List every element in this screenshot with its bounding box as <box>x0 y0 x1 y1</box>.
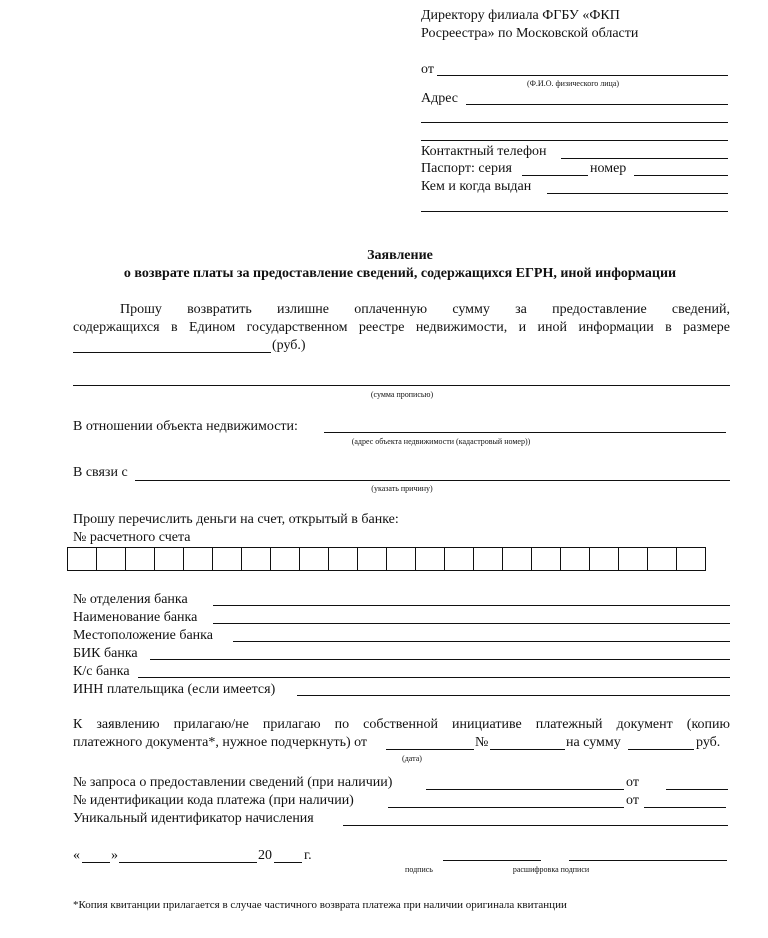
date-quote-close: » <box>111 848 118 863</box>
account-digit-cell[interactable] <box>97 547 126 571</box>
request-line-2: содержащихся в Едином государственном реестре недвижимости, и иной информации в размере <box>73 320 730 335</box>
sum-label: на сумму <box>566 735 621 750</box>
account-digit-cell[interactable] <box>329 547 358 571</box>
signature-day-line[interactable] <box>82 862 110 863</box>
from-field-line[interactable] <box>437 75 728 76</box>
request-from-label: от <box>626 775 639 790</box>
rub-label: (руб.) <box>272 338 306 353</box>
passport-number-line[interactable] <box>634 175 728 176</box>
payment-number-line[interactable] <box>490 749 565 750</box>
account-digit-cell[interactable] <box>561 547 590 571</box>
account-digit-cell[interactable] <box>387 547 416 571</box>
bik-label: БИК банка <box>73 646 138 661</box>
account-digit-cell[interactable] <box>474 547 503 571</box>
date-quote-open: « <box>73 848 80 863</box>
account-digit-cell[interactable] <box>648 547 677 571</box>
object-caption: (адрес объекта недвижимости (кадастровый номер)) <box>351 437 531 446</box>
account-digit-cell[interactable] <box>184 547 213 571</box>
passport-number-label: номер <box>590 161 627 176</box>
account-digit-cell[interactable] <box>416 547 445 571</box>
sign-caption: подпись <box>405 865 433 874</box>
issued-label: Кем и когда выдан <box>421 179 532 194</box>
payment-code-line[interactable] <box>388 807 624 808</box>
signature-year-line[interactable] <box>274 862 302 863</box>
from-label: от <box>421 62 434 77</box>
payment-code-label: № идентификации кода платежа (при наличии) <box>73 793 354 808</box>
phone-line[interactable] <box>561 158 728 159</box>
account-digit-cell[interactable] <box>677 547 706 571</box>
addressee-line-1: Директору филиала ФГБУ «ФКП <box>421 8 620 23</box>
amount-line[interactable] <box>73 352 271 353</box>
account-digit-cell[interactable] <box>126 547 155 571</box>
payment-code-from-label: от <box>626 793 639 808</box>
uid-label: Уникальный идентификатор начисления <box>73 811 314 826</box>
account-digit-cell[interactable] <box>155 547 184 571</box>
request-date-line[interactable] <box>666 789 728 790</box>
transfer-label: Прошу перечислить деньги на счет, открытый в банке: <box>73 512 399 527</box>
year-prefix: 20 <box>258 848 272 863</box>
request-no-label: № запроса о предоставлении сведений (при наличии) <box>73 775 393 790</box>
account-digit-cell[interactable] <box>242 547 271 571</box>
uid-line[interactable] <box>343 825 728 826</box>
amount-words-caption: (сумма прописью) <box>370 390 434 399</box>
object-label: В отношении объекта недвижимости: <box>73 419 298 434</box>
passport-series-line[interactable] <box>522 175 588 176</box>
signature-line[interactable] <box>443 860 541 861</box>
object-line[interactable] <box>324 432 726 433</box>
address-label: Адрес <box>421 91 459 106</box>
address-line-2[interactable] <box>421 122 728 123</box>
passport-series-label: Паспорт: серия <box>421 161 512 176</box>
bank-name-label: Наименование банка <box>73 610 198 625</box>
reason-line[interactable] <box>135 480 730 481</box>
request-no-line[interactable] <box>426 789 624 790</box>
attachment-line-1: К заявлению прилагаю/не прилагаю по собственной инициативе платежный документ (копию <box>73 717 730 732</box>
account-digit-cell[interactable] <box>271 547 300 571</box>
account-digit-cell[interactable] <box>619 547 648 571</box>
bik-line[interactable] <box>150 659 730 660</box>
phone-label: Контактный телефон <box>421 144 547 159</box>
footnote: *Копия квитанции прилагается в случае частичного возврата платежа при наличии оригинала квитанции <box>73 899 567 911</box>
addressee-line-2: Росреестра» по Московской области <box>421 26 639 41</box>
account-digit-cell[interactable] <box>503 547 532 571</box>
issued-line-1[interactable] <box>547 193 728 194</box>
reason-label: В связи с <box>73 465 128 480</box>
address-line-3[interactable] <box>421 140 728 141</box>
doc-title: Заявление <box>367 248 433 263</box>
amount-words-line[interactable] <box>73 385 730 386</box>
ks-line[interactable] <box>138 677 730 678</box>
inn-label: ИНН плательщика (если имеется) <box>73 682 276 697</box>
date-caption: (дата) <box>402 754 422 763</box>
issued-line-2[interactable] <box>421 211 728 212</box>
inn-line[interactable] <box>297 695 730 696</box>
payment-sum-line[interactable] <box>628 749 694 750</box>
account-digit-cell[interactable] <box>213 547 242 571</box>
bank-location-label: Местоположение банка <box>73 628 213 643</box>
bank-location-line[interactable] <box>233 641 730 642</box>
bank-branch-label: № отделения банка <box>73 592 188 607</box>
doc-subtitle: о возврате платы за предоставление сведений, содержащихся ЕГРН, иной информации <box>123 266 677 281</box>
payment-date-line[interactable] <box>386 749 474 750</box>
bank-name-line[interactable] <box>213 623 730 624</box>
account-number-grid[interactable] <box>67 547 706 571</box>
ks-label: К/с банка <box>73 664 130 679</box>
request-line-1: Прошу возвратить излишне оплаченную сумму за предоставление сведений, <box>120 302 730 317</box>
account-digit-cell[interactable] <box>590 547 619 571</box>
from-caption: (Ф.И.О. физического лица) <box>526 79 620 88</box>
rub-unit: руб. <box>696 735 721 750</box>
decode-caption: расшифровка подписи <box>512 865 590 874</box>
account-label: № расчетного счета <box>73 530 191 545</box>
address-line-1[interactable] <box>466 104 728 105</box>
account-digit-cell[interactable] <box>445 547 474 571</box>
account-digit-cell[interactable] <box>68 547 97 571</box>
account-digit-cell[interactable] <box>358 547 387 571</box>
signature-month-line[interactable] <box>119 862 257 863</box>
account-digit-cell[interactable] <box>300 547 329 571</box>
account-digit-cell[interactable] <box>532 547 561 571</box>
reason-caption: (указать причину) <box>371 484 433 493</box>
attachment-line-2: платежного документа*, нужное подчеркнуть) от <box>73 735 368 750</box>
signature-decode-line[interactable] <box>569 860 727 861</box>
payment-code-date-line[interactable] <box>644 807 726 808</box>
year-suffix: г. <box>304 848 312 863</box>
bank-branch-line[interactable] <box>213 605 730 606</box>
number-sign: № <box>475 735 489 750</box>
